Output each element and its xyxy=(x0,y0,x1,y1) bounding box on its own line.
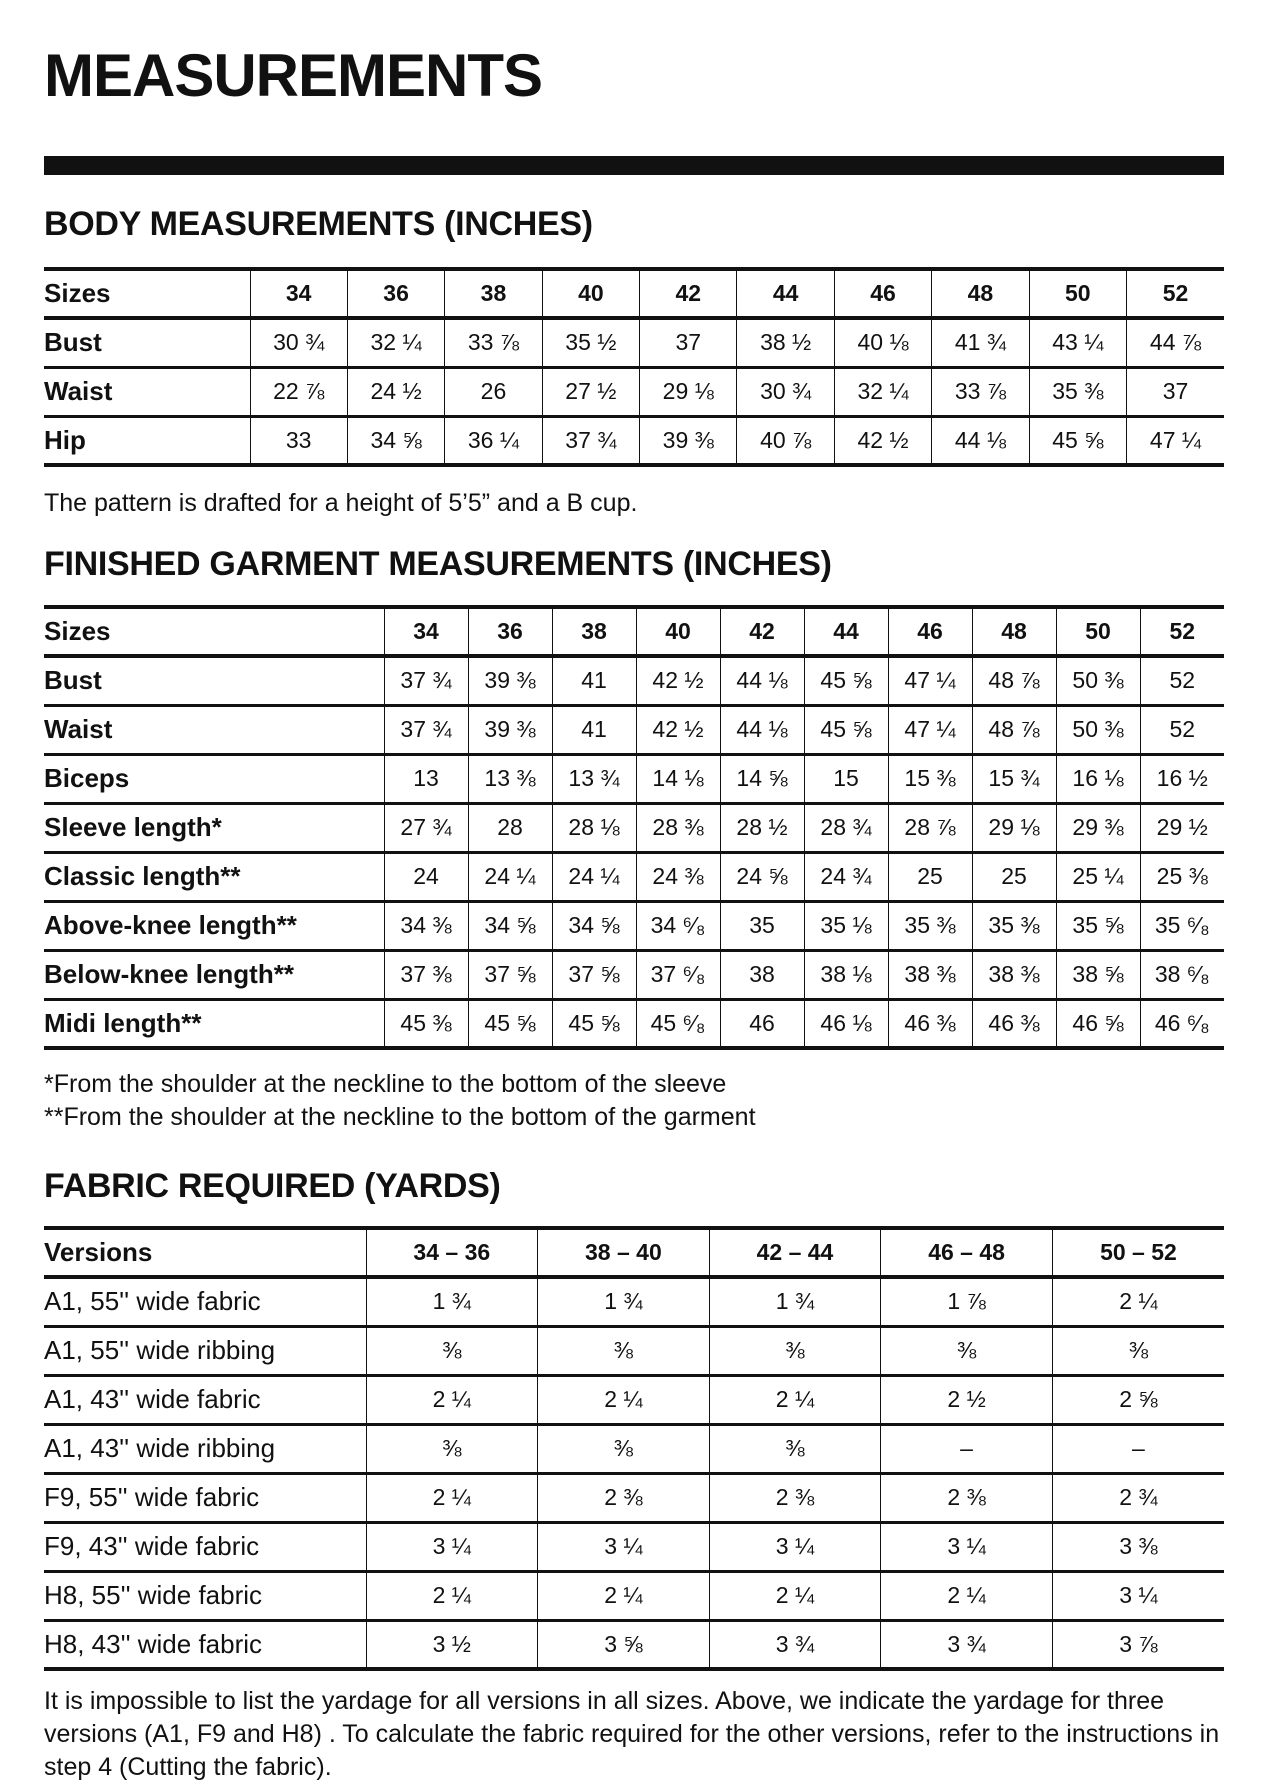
finished-garment-row xyxy=(44,705,1224,754)
finished-garment-cell: 24 xyxy=(384,852,468,901)
body-measurements-size-header: 44 xyxy=(737,269,834,318)
fabric-required-cell: 2 ¼ xyxy=(366,1571,538,1620)
finished-garment-cell: 24 ¼ xyxy=(552,852,636,901)
finished-garment-row-label: Classic length** xyxy=(44,861,241,891)
fabric-required-cell: 3 ¼ xyxy=(881,1522,1053,1571)
fabric-required-row xyxy=(44,1375,1224,1424)
finished-garment-cell: 37 ⅝ xyxy=(468,950,552,999)
finished-garment-cell: 46 ⅜ xyxy=(888,999,972,1048)
finished-garment-cell: 52 xyxy=(1140,705,1224,754)
finished-garment-cell: 34 ⅝ xyxy=(468,901,552,950)
fabric-required-row-label: F9, 55'' wide fabric xyxy=(44,1482,260,1512)
finished-garment-cell: 39 ⅜ xyxy=(468,656,552,705)
finished-garment-cell: 24 ¼ xyxy=(468,852,552,901)
finished-garment-cell: 35 ⅜ xyxy=(888,901,972,950)
finished-garment-cell: 46 xyxy=(720,999,804,1048)
fabric-required-header-label: Versions xyxy=(44,1237,153,1267)
finished-garment-cell: 46 ⅜ xyxy=(972,999,1056,1048)
finished-garment-table xyxy=(44,605,1224,1050)
finished-garment-cell: 37 ⅝ xyxy=(552,950,636,999)
fabric-required-cell: 3 ¼ xyxy=(538,1522,710,1571)
finished-garment-row xyxy=(44,803,1224,852)
body-measurements-size-header: 48 xyxy=(932,269,1029,318)
fabric-required-cell: 2 ⅜ xyxy=(709,1473,881,1522)
finished-garment-cell: 13 ⅜ xyxy=(468,754,552,803)
fabric-required-row xyxy=(44,1620,1224,1669)
finished-garment-row-label: Bust xyxy=(44,665,102,696)
fabric-required-cell: 1 ¾ xyxy=(709,1277,881,1326)
fabric-required-row xyxy=(44,1473,1224,1522)
finished-garment-cell: 27 ¾ xyxy=(384,803,468,852)
body-measurements-cell: 35 ½ xyxy=(542,318,639,367)
fabric-required-row-label: H8, 55'' wide fabric xyxy=(44,1580,263,1610)
finished-garment-header-row xyxy=(44,607,1224,656)
finished-garment-row-label: Below-knee length** xyxy=(44,959,294,989)
body-measurements-header-label: Sizes xyxy=(44,278,111,308)
fabric-required-cell: 2 ⅝ xyxy=(1052,1375,1224,1424)
finished-garment-cell: 46 ⁶⁄₈ xyxy=(1140,999,1224,1048)
fabric-required-cell: 2 ¼ xyxy=(366,1473,538,1522)
fabric-required-cell: 1 ¾ xyxy=(366,1277,538,1326)
body-measurements-size-header: 50 xyxy=(1029,269,1126,318)
finished-garment-cell: 45 ⅝ xyxy=(804,705,888,754)
finished-garment-row-label: Biceps xyxy=(44,763,130,793)
body-measurements-cell: 42 ½ xyxy=(834,416,931,465)
finished-garment-cell: 28 ¾ xyxy=(804,803,888,852)
fabric-required-cell: 2 ¼ xyxy=(709,1571,881,1620)
finished-garment-cell: 37 ¾ xyxy=(384,705,468,754)
body-measurements-cell: 32 ¼ xyxy=(834,367,931,416)
finished-garment-cell: 24 ¾ xyxy=(804,852,888,901)
body-measurements-row-label: Waist xyxy=(44,376,113,406)
finished-garment-cell: 29 ⅛ xyxy=(972,803,1056,852)
body-measurements-cell: 24 ½ xyxy=(347,367,444,416)
finished-garment-cell: 38 ⅛ xyxy=(804,950,888,999)
fabric-required-cell: ⅜ xyxy=(538,1326,710,1375)
body-measurements-cell: 40 ⅞ xyxy=(737,416,834,465)
body-measurements-heading: BODY MEASUREMENTS (INCHES) xyxy=(44,205,593,243)
finished-garment-cell: 38 ⁶⁄₈ xyxy=(1140,950,1224,999)
fabric-required-cell: 2 ¼ xyxy=(538,1571,710,1620)
finished-garment-cell: 35 ⁶⁄₈ xyxy=(1140,901,1224,950)
body-measurements-cell: 41 ¾ xyxy=(932,318,1029,367)
finished-garment-cell: 24 ⅝ xyxy=(720,852,804,901)
finished-garment-cell: 45 ⅝ xyxy=(552,999,636,1048)
fabric-required-cell: 2 ¼ xyxy=(366,1375,538,1424)
finished-garment-cell: 29 ½ xyxy=(1140,803,1224,852)
body-measurements-cell: 39 ⅜ xyxy=(640,416,737,465)
fabric-required-cell: 2 ⅜ xyxy=(881,1473,1053,1522)
fabric-required-cell: 3 ½ xyxy=(366,1620,538,1669)
body-measurements-cell: 26 xyxy=(445,367,542,416)
finished-garment-cell: 48 ⅞ xyxy=(972,656,1056,705)
fabric-required-cell: ⅜ xyxy=(881,1326,1053,1375)
body-measurements-row xyxy=(44,416,1224,465)
finished-garment-cell: 37 ⅜ xyxy=(384,950,468,999)
body-measurements-table xyxy=(44,267,1224,467)
finished-garment-cell: 35 ⅝ xyxy=(1056,901,1140,950)
body-measurements-cell: 37 xyxy=(1127,367,1224,416)
finished-garment-size-header: 36 xyxy=(468,607,552,656)
page-title: MEASUREMENTS xyxy=(44,42,543,109)
fabric-required-cell: 3 ¾ xyxy=(881,1620,1053,1669)
finished-garment-row xyxy=(44,950,1224,999)
finished-garment-cell: 48 ⅞ xyxy=(972,705,1056,754)
body-measurements-cell: 43 ¼ xyxy=(1029,318,1126,367)
fabric-required-size-header: 42 – 44 xyxy=(709,1228,881,1277)
finished-garment-row xyxy=(44,852,1224,901)
fabric-required-row-label: H8, 43'' wide fabric xyxy=(44,1628,263,1659)
sleeve-footnote: *From the shoulder at the neckline to the bottom of the sleeve xyxy=(44,1070,727,1098)
finished-garment-size-header: 38 xyxy=(552,607,636,656)
body-measurements-cell: 33 ⅞ xyxy=(445,318,542,367)
fabric-required-cell: ⅜ xyxy=(1052,1326,1224,1375)
body-measurements-cell: 37 xyxy=(640,318,737,367)
garment-footnote: **From the shoulder at the neckline to the bottom of the garment xyxy=(44,1103,756,1131)
body-measurements-cell: 35 ⅜ xyxy=(1029,367,1126,416)
fabric-required-cell: 2 ¼ xyxy=(709,1375,881,1424)
body-measurements-row-label: Hip xyxy=(44,424,86,455)
body-measurements-cell: 29 ⅛ xyxy=(640,367,737,416)
finished-garment-cell: 14 ⅛ xyxy=(636,754,720,803)
body-measurements-cell: 33 xyxy=(250,416,347,465)
body-measurements-cell: 47 ¼ xyxy=(1127,416,1224,465)
body-measurements-cell: 33 ⅞ xyxy=(932,367,1029,416)
finished-garment-cell: 46 ⅝ xyxy=(1056,999,1140,1048)
finished-garment-cell: 50 ⅜ xyxy=(1056,656,1140,705)
body-measurements-size-header: 42 xyxy=(640,269,737,318)
fabric-required-cell: – xyxy=(1052,1424,1224,1473)
finished-garment-cell: 39 ⅜ xyxy=(468,705,552,754)
body-note: The pattern is drafted for a height of 5’5” and a B cup. xyxy=(44,489,638,517)
finished-garment-cell: 38 ⅜ xyxy=(972,950,1056,999)
finished-garment-cell: 14 ⅝ xyxy=(720,754,804,803)
finished-garment-cell: 25 xyxy=(972,852,1056,901)
body-measurements-cell: 37 ¾ xyxy=(542,416,639,465)
finished-garment-cell: 35 ⅛ xyxy=(804,901,888,950)
finished-garment-cell: 16 ½ xyxy=(1140,754,1224,803)
fabric-required-row xyxy=(44,1571,1224,1620)
fabric-required-row xyxy=(44,1424,1224,1473)
body-measurements-cell: 36 ¼ xyxy=(445,416,542,465)
finished-garment-cell: 13 ¾ xyxy=(552,754,636,803)
body-measurements-cell: 30 ¾ xyxy=(250,318,347,367)
fabric-required-row-label: A1, 55'' wide ribbing xyxy=(44,1335,276,1365)
fabric-required-size-header: 46 – 48 xyxy=(881,1228,1053,1277)
finished-garment-row-label: Midi length** xyxy=(44,1007,202,1038)
fabric-required-heading: FABRIC REQUIRED (YARDS) xyxy=(44,1167,501,1205)
fabric-required-cell: 2 ¼ xyxy=(881,1571,1053,1620)
finished-garment-cell: 41 xyxy=(552,656,636,705)
body-measurements-cell: 30 ¾ xyxy=(737,367,834,416)
fabric-required-cell: ⅜ xyxy=(366,1424,538,1473)
body-measurements-header-row xyxy=(44,269,1224,318)
finished-garment-cell: 50 ⅜ xyxy=(1056,705,1140,754)
fabric-note: It is impossible to list the yardage for all versions in all sizes. Above, we indicate the yardage for three versions (A1, F9 and H8) . To calculate the fabric required for the other versions, refer to the instructions in step 4 (Cutting the fabric). xyxy=(44,1687,1220,1781)
finished-garment-size-header: 46 xyxy=(888,607,972,656)
body-measurements-cell: 32 ¼ xyxy=(347,318,444,367)
fabric-required-row-label: A1, 55'' wide fabric xyxy=(44,1286,261,1317)
body-measurements-size-header: 34 xyxy=(250,269,347,318)
finished-garment-header-label: Sizes xyxy=(44,616,111,646)
finished-garment-cell: 47 ¼ xyxy=(888,656,972,705)
finished-garment-size-header: 48 xyxy=(972,607,1056,656)
finished-garment-heading: FINISHED GARMENT MEASUREMENTS (INCHES) xyxy=(44,545,832,583)
finished-garment-cell: 38 ⅜ xyxy=(888,950,972,999)
fabric-required-cell: 3 ⅜ xyxy=(1052,1522,1224,1571)
finished-garment-cell: 38 xyxy=(720,950,804,999)
body-measurements-size-header: 36 xyxy=(347,269,444,318)
finished-garment-cell: 13 xyxy=(384,754,468,803)
fabric-required-cell: ⅜ xyxy=(538,1424,710,1473)
fabric-required-cell: 2 ¼ xyxy=(538,1375,710,1424)
finished-garment-cell: 52 xyxy=(1140,656,1224,705)
finished-garment-cell: 15 ¾ xyxy=(972,754,1056,803)
finished-garment-cell: 37 ¾ xyxy=(384,656,468,705)
body-measurements-cell: 44 ⅛ xyxy=(932,416,1029,465)
finished-garment-cell: 35 ⅜ xyxy=(972,901,1056,950)
finished-garment-size-header: 44 xyxy=(804,607,888,656)
body-measurements-size-header: 40 xyxy=(542,269,639,318)
finished-garment-row-label: Sleeve length* xyxy=(44,812,222,842)
finished-garment-size-header: 40 xyxy=(636,607,720,656)
fabric-required-row xyxy=(44,1326,1224,1375)
body-measurements-size-header: 52 xyxy=(1127,269,1224,318)
fabric-required-cell: 2 ¾ xyxy=(1052,1473,1224,1522)
finished-garment-cell: 45 ⅝ xyxy=(468,999,552,1048)
finished-garment-cell: 16 ⅛ xyxy=(1056,754,1140,803)
fabric-required-row xyxy=(44,1277,1224,1326)
finished-garment-cell: 45 ⁶⁄₈ xyxy=(636,999,720,1048)
finished-garment-cell: 15 ⅜ xyxy=(888,754,972,803)
finished-garment-cell: 34 ⁶⁄₈ xyxy=(636,901,720,950)
body-measurements-cell: 44 ⅞ xyxy=(1127,318,1224,367)
finished-garment-cell: 45 ⅝ xyxy=(804,656,888,705)
fabric-required-row-label: A1, 43'' wide ribbing xyxy=(44,1433,276,1463)
finished-garment-cell: 42 ½ xyxy=(636,705,720,754)
fabric-required-cell: – xyxy=(881,1424,1053,1473)
fabric-required-cell: 3 ¼ xyxy=(1052,1571,1224,1620)
finished-garment-cell: 44 ⅛ xyxy=(720,656,804,705)
finished-garment-row-label: Waist xyxy=(44,714,113,744)
finished-garment-row xyxy=(44,754,1224,803)
finished-garment-cell: 25 ¼ xyxy=(1056,852,1140,901)
finished-garment-cell: 38 ⅝ xyxy=(1056,950,1140,999)
finished-garment-cell: 28 ⅞ xyxy=(888,803,972,852)
body-measurements-cell: 45 ⅝ xyxy=(1029,416,1126,465)
fabric-required-cell: 3 ¼ xyxy=(709,1522,881,1571)
finished-garment-size-header: 52 xyxy=(1140,607,1224,656)
finished-garment-cell: 41 xyxy=(552,705,636,754)
finished-garment-cell: 45 ⅜ xyxy=(384,999,468,1048)
fabric-required-table xyxy=(44,1226,1224,1671)
body-measurements-cell: 40 ⅛ xyxy=(834,318,931,367)
finished-garment-row xyxy=(44,999,1224,1048)
finished-garment-cell: 47 ¼ xyxy=(888,705,972,754)
finished-garment-cell: 35 xyxy=(720,901,804,950)
fabric-required-row-label: A1, 43'' wide fabric xyxy=(44,1384,261,1414)
fabric-required-cell: 1 ⅞ xyxy=(881,1277,1053,1326)
finished-garment-cell: 28 ⅜ xyxy=(636,803,720,852)
finished-garment-row-label: Above-knee length** xyxy=(44,910,297,940)
finished-garment-cell: 46 ⅛ xyxy=(804,999,888,1048)
body-measurements-cell: 27 ½ xyxy=(542,367,639,416)
finished-garment-cell: 34 ⅝ xyxy=(552,901,636,950)
finished-garment-row xyxy=(44,901,1224,950)
body-measurements-row xyxy=(44,367,1224,416)
body-measurements-size-header: 38 xyxy=(445,269,542,318)
fabric-required-cell: 2 ½ xyxy=(881,1375,1053,1424)
fabric-required-cell: 1 ¾ xyxy=(538,1277,710,1326)
title-rule xyxy=(44,156,1224,175)
finished-garment-cell: 37 ⁶⁄₈ xyxy=(636,950,720,999)
fabric-required-cell: 3 ¼ xyxy=(366,1522,538,1571)
finished-garment-cell: 44 ⅛ xyxy=(720,705,804,754)
fabric-required-cell: 3 ⅞ xyxy=(1052,1620,1224,1669)
body-measurements-row xyxy=(44,318,1224,367)
finished-garment-row xyxy=(44,656,1224,705)
finished-garment-size-header: 42 xyxy=(720,607,804,656)
finished-garment-size-header: 34 xyxy=(384,607,468,656)
finished-garment-cell: 24 ⅜ xyxy=(636,852,720,901)
fabric-required-cell: ⅜ xyxy=(709,1424,881,1473)
finished-garment-cell: 15 xyxy=(804,754,888,803)
fabric-required-cell: 2 ¼ xyxy=(1052,1277,1224,1326)
finished-garment-cell: 25 ⅜ xyxy=(1140,852,1224,901)
finished-garment-size-header: 50 xyxy=(1056,607,1140,656)
fabric-required-header-row xyxy=(44,1228,1224,1277)
body-measurements-size-header: 46 xyxy=(834,269,931,318)
fabric-required-cell: ⅜ xyxy=(366,1326,538,1375)
fabric-required-cell: ⅜ xyxy=(709,1326,881,1375)
fabric-required-cell: 2 ⅜ xyxy=(538,1473,710,1522)
fabric-required-size-header: 34 – 36 xyxy=(366,1228,538,1277)
body-measurements-row-label: Bust xyxy=(44,327,102,358)
finished-garment-cell: 42 ½ xyxy=(636,656,720,705)
finished-garment-cell: 29 ⅜ xyxy=(1056,803,1140,852)
finished-garment-cell: 34 ⅜ xyxy=(384,901,468,950)
fabric-required-cell: 3 ⅝ xyxy=(538,1620,710,1669)
finished-garment-cell: 25 xyxy=(888,852,972,901)
finished-garment-cell: 28 ⅛ xyxy=(552,803,636,852)
fabric-required-row-label: F9, 43'' wide fabric xyxy=(44,1531,260,1561)
body-measurements-cell: 22 ⅞ xyxy=(250,367,347,416)
fabric-required-cell: 3 ¾ xyxy=(709,1620,881,1669)
finished-garment-cell: 28 xyxy=(468,803,552,852)
fabric-required-row xyxy=(44,1522,1224,1571)
finished-garment-cell: 28 ½ xyxy=(720,803,804,852)
fabric-required-size-header: 50 – 52 xyxy=(1052,1228,1224,1277)
body-measurements-cell: 38 ½ xyxy=(737,318,834,367)
fabric-required-size-header: 38 – 40 xyxy=(538,1228,710,1277)
body-measurements-cell: 34 ⅝ xyxy=(347,416,444,465)
